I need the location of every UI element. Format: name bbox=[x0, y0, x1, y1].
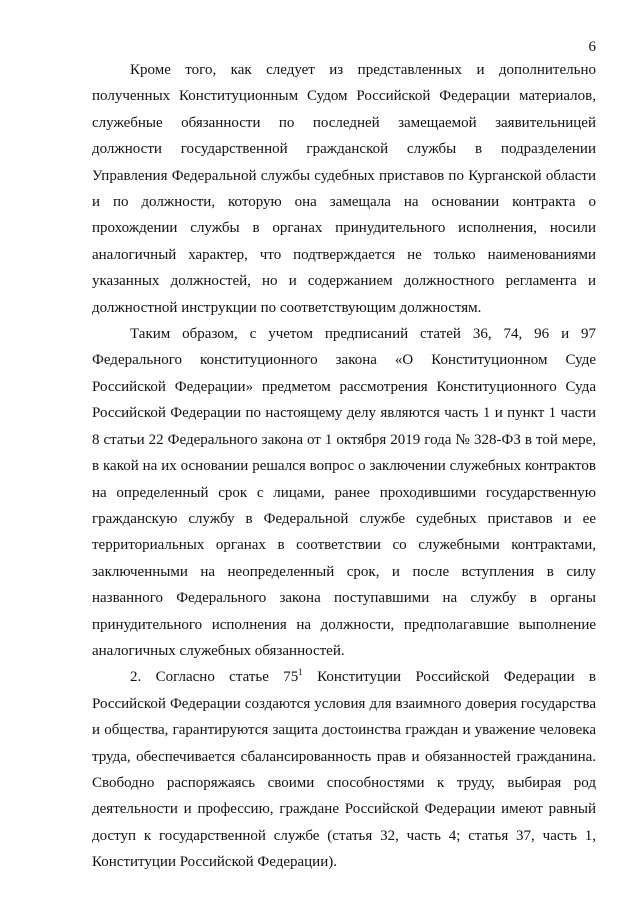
paragraph-1: Кроме того, как следует из представленных и дополнительно полученных Конституционным Судом Российской Федерации материалов, служебные обязанности по последней замещаемой заявительницей должности государственной гражданской службы в подразделении Управления Федеральной службы судебных приставов по Курганской области и по должности, которую она замещала на основании контракта о прохождении службы в органах принудительного исполнения, носили аналогичный характер, что подтверждается не только наименованиями указанных должностей, но и содержанием должностного регламента и должностной инструкции по соответствующим должностям. bbox=[92, 62, 596, 316]
superscript-article-number: 1 bbox=[298, 667, 303, 678]
paragraph-3-start: 2. Согласно статье 75 bbox=[130, 669, 299, 686]
paragraph-3 bbox=[92, 664, 596, 875]
paragraph-3-rest: Конституции Российской Федерации в Российской Федерации создаются условия для взаимного доверия государства и общества, гарантируются защита достоинства граждан и уважение человека труда, обеспечивается сбалансированность прав и обязанностей гражданина. Свободно распоряжаясь своими способностями к труду, выбирая род деятельности и профессию, граждане Российской Федерации имеют равный доступ к государственной службе (статья 32, часть 4; статья 37, часть 1, Конституции Российской Федерации). bbox=[92, 669, 596, 871]
document-body bbox=[92, 57, 596, 876]
paragraph-2: Таким образом, с учетом предписаний статей 36, 74, 96 и 97 Федерального конституционного закона «О Конституционном Суде Российской Федерации» предметом рассмотрения Конституционного Суда Российской Федерации по настоящему делу являются часть 1 и пункт 1 части 8 статьи 22 Федерального закона от 1 октября 2019 года № 328-ФЗ в той мере, в какой на их основании решался вопрос о заключении служебных контрактов на определенный срок с лицами, ранее проходившими государственную гражданскую службу в Федеральной службе судебных приставов и ее территориальных органах в соответствии со служебными контрактами, заключенными на неопределенный срок, и после вступления в силу названного Федерального закона поступавшими на службу в органы принудительного исполнения на должности, предполагавшие выполнение аналогичных служебных обязанностей. bbox=[92, 326, 596, 659]
page-number: 6 bbox=[588, 39, 596, 55]
